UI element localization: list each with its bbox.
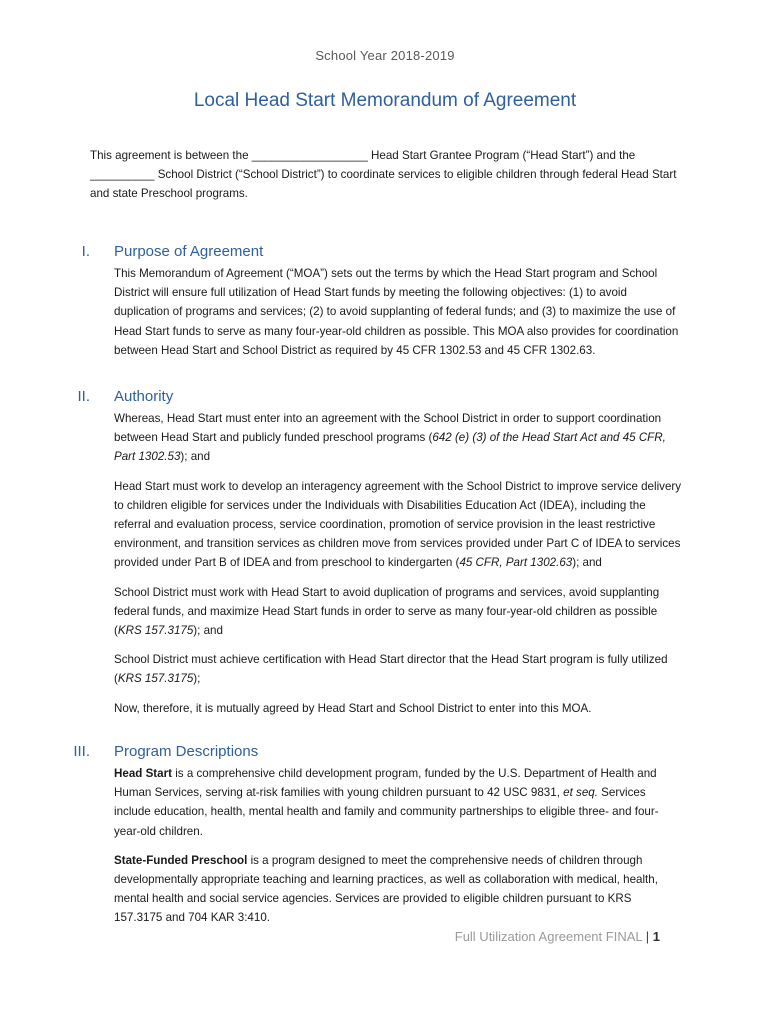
text: Services include education, health, mental health and family and community partnerships to eligible three- and four-year-old children. xyxy=(114,786,659,838)
text: is a comprehensive child development program, funded by the U.S. Department of Health and Human Services, serving at-risk families with young children pursuant to 42 USC 9831, xyxy=(114,767,657,800)
text: Whereas, Head Start must enter into an agreement with the School District in order to support coordination between Head Start and publicly funded preschool programs ( xyxy=(114,412,662,445)
section-body-purpose xyxy=(114,264,682,370)
footer-label: Full Utilization Agreement FINAL xyxy=(454,929,643,944)
authority-paragraph-5: Now, therefore, it is mutually agreed by Head Start and School District to enter into this MOA. xyxy=(114,701,592,715)
citation: et seq. xyxy=(563,786,598,800)
section-title: Program Descriptions xyxy=(114,743,259,760)
text: Head Start must work to develop an interagency agreement with the School District to improve service delivery to children eligible for services under the Individuals with Disabilities Education Act (IDEA), including the referral and evaluation process, service coordination, promotion of service provision in the least restrictive environment, and transition services as children move from services provided under Part C of IDEA to services provided under Part B of IDEA and from preschool to kindergarten ( xyxy=(114,479,682,570)
text: School District must achieve certification with Head Start director that the Head Start program is fully utilized ( xyxy=(114,653,668,686)
text: ); and xyxy=(180,450,211,464)
text: is a program designed to meet the comprehensive needs of children through developmentally appropriate teaching and learning practices, as well as collaboration with medical, health, mental health and social service agencies. Services are provided to eligible children pursuant to KRS 157.3175 and 704 KAR 3:410. xyxy=(114,853,658,925)
intro-paragraph: This agreement is between the __________________ Head Start Grantee Program (“Head Start”) and the __________ School District (“School District”) to coordinate services to eligible children through federal Head Start and state Preschool programs. xyxy=(90,149,677,201)
citation: 45 CFR, Part 1302.63 xyxy=(459,556,573,570)
authority-paragraph-4 xyxy=(114,650,682,688)
text: ); and xyxy=(572,556,602,570)
text: ); and xyxy=(193,624,223,638)
section-title: Purpose of Agreement xyxy=(114,243,264,260)
section-body-programs xyxy=(114,764,682,938)
text: ); xyxy=(193,672,201,686)
school-year-header: School Year 2018-2019 xyxy=(315,48,455,63)
citation: KRS 157.3175 xyxy=(117,672,194,686)
document-title: Local Head Start Memorandum of Agreement xyxy=(193,90,577,111)
authority-paragraph-3 xyxy=(114,583,682,641)
purpose-paragraph: This Memorandum of Agreement (“MOA”) sets out the terms by which the Head Start program and School District will ensure full utilization of Head Start funds by meeting the following objectives: (1) to avoid duplication of programs and services; (2) to avoid supplanting of federal funds; and (3) to maximize the use of Head Start funds to serve as many four-year-old children as possible. This MOA also provides for coordination between Head Start and School District as required by 45 CFR 1302.53 and 45 CFR 1302.63. xyxy=(114,267,679,357)
page-number: 1 xyxy=(652,929,660,944)
head-start-description xyxy=(114,764,682,841)
term: Head Start xyxy=(114,767,172,780)
term: State-Funded Preschool xyxy=(114,853,248,867)
authority-paragraph-1 xyxy=(114,409,682,467)
section-title: Authority xyxy=(114,388,174,405)
section-numeral: III. xyxy=(73,743,90,760)
page-footer xyxy=(455,929,660,944)
citation: KRS 157.3175 xyxy=(117,624,194,638)
text: School District must work with Head Start to avoid duplication of programs and services, avoid supplanting federal funds, and maximize Head Start funds in order to serve as many four-year-old children as possible ( xyxy=(114,585,660,638)
section-numeral: II. xyxy=(77,388,90,405)
footer-separator: | xyxy=(645,929,650,944)
citation: 642 (e) (3) of the Head Start Act and 45 CFR, Part 1302.53 xyxy=(114,431,666,464)
section-body-authority xyxy=(114,409,682,728)
authority-paragraph-2 xyxy=(114,477,682,573)
section-numeral: I. xyxy=(81,243,90,260)
preschool-description xyxy=(114,851,682,928)
